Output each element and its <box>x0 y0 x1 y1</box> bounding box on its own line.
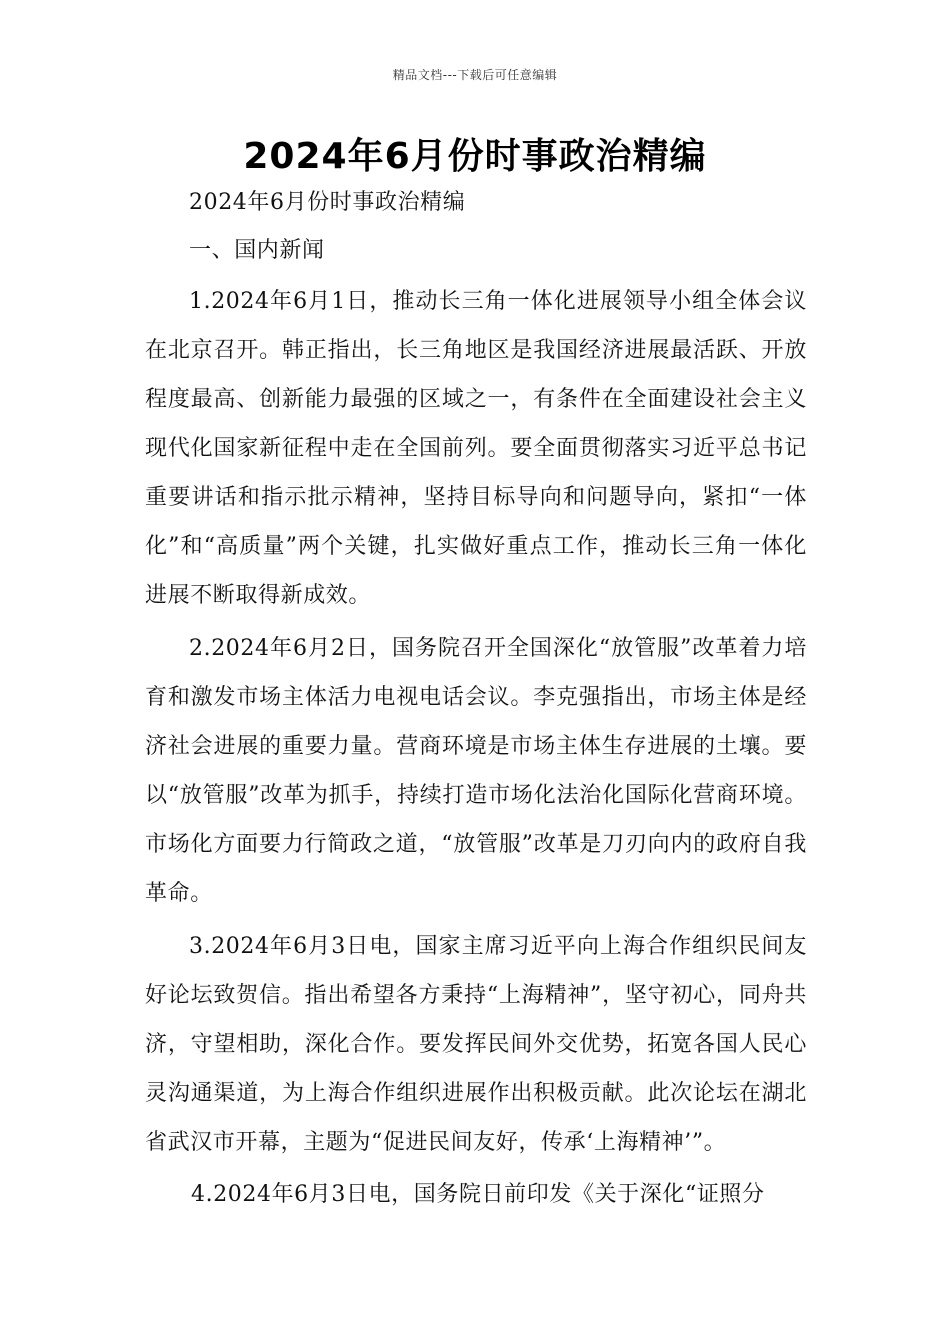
news-item-1 <box>145 277 807 620</box>
news-paragraph: 3.2024年6月3日电，国家主席习近平向上海合作组织民间友好论坛致贺信。指出希望各方秉持“上海精神”，坚守初心，同舟共济，守望相助，深化合作。要发挥民间外交优势，拓宽各国人民心灵沟通渠道，为上海合作组织进展作出积极贡献。此次论坛在湖北省武汉市开幕，主题为“促进民间友好，传承‘上海精神’”。 <box>145 934 807 1155</box>
document-title: 2024年6月份时事政治精编 <box>243 136 707 177</box>
document-subtitle: 2024年6月份时事政治精编 <box>189 190 466 215</box>
news-item-2 <box>145 624 807 918</box>
news-paragraph: 4.2024年6月3日电，国务院日前印发《关于深化“证照分 <box>191 1182 765 1207</box>
news-paragraph: 2.2024年6月2日，国务院召开全国深化“放管服”改革着力培育和激发市场主体活力电视电话会议。李克强指出，市场主体是经济社会进展的重要力量。营商环境是市场主体生存进展的土壤。要以“放管服”改革为抓手，持续打造市场化法治化国际化营商环境。市场化方面要力行简政之道，“放管服”改革是刀刃向内的政府自我革命。 <box>145 636 807 906</box>
header-note: 精品文档---下载后可任意编辑 <box>392 68 558 82</box>
news-paragraph: 1.2024年6月1日，推动长三角一体化进展领导小组全体会议在北京召开。韩正指出，长三角地区是我国经济进展最活跃、开放程度最高、创新能力最强的区域之一，有条件在全面建设社会主义现代化国家新征程中走在全国前列。要全面贯彻落实习近平总书记重要讲话和指示批示精神，坚持目标导向和问题导向，紧扣“一体化”和“高质量”两个关键，扎实做好重点工作，推动长三角一体化进展不断取得新成效。 <box>145 289 807 608</box>
news-item-4 <box>145 1170 807 1219</box>
news-item-3 <box>145 922 807 1167</box>
section-heading: 一、国内新闻 <box>189 238 325 263</box>
